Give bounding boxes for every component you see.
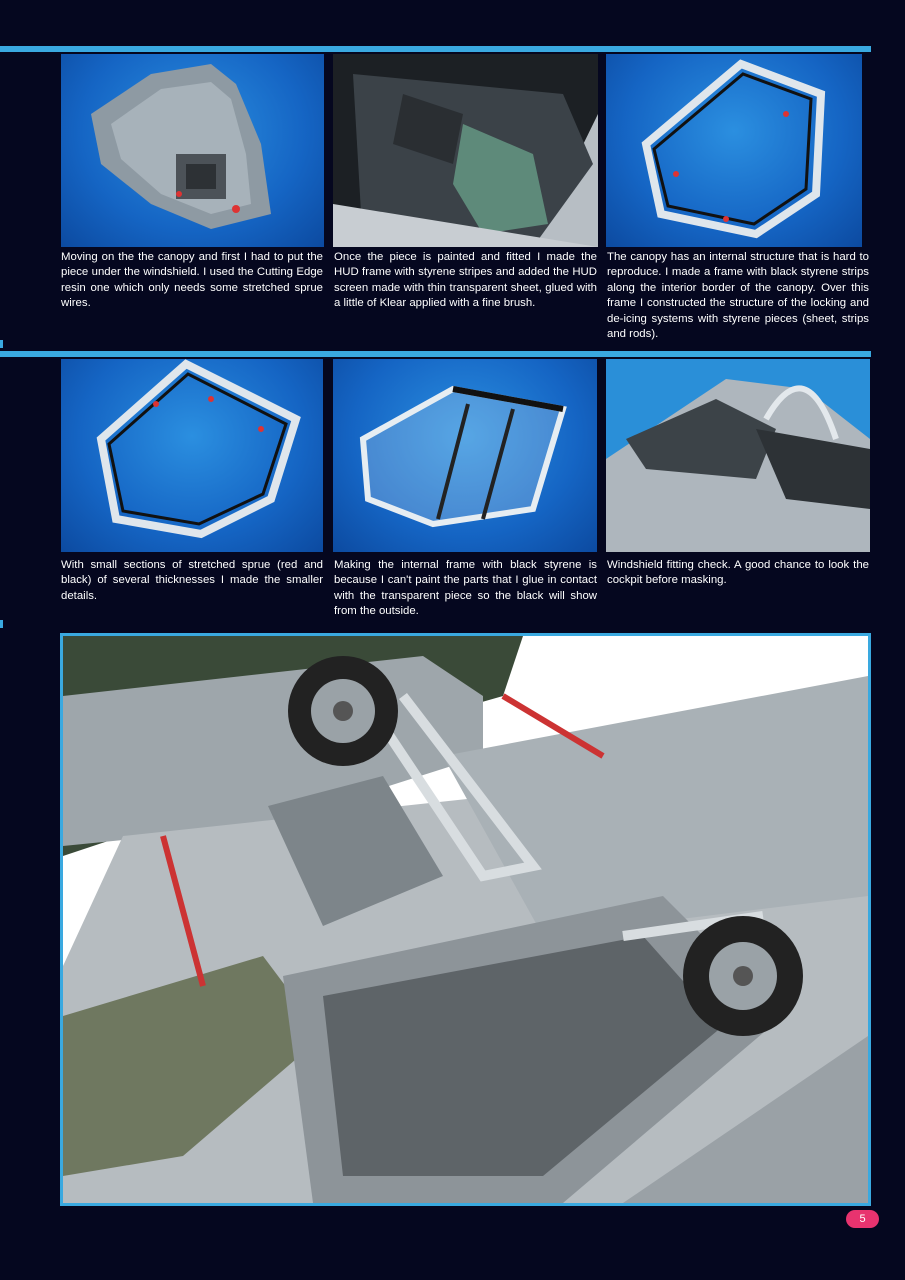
- caption-canopy-frame: The canopy has an internal structure that is hard to reproduce. I made a frame with black styrene strips along the interior border of the canopy. Over this frame I constructed the structure of the locking and de-icing systems with styrene pieces (sheet, strips and rods).: [607, 251, 869, 341]
- photo-landing-gear-image: [63, 636, 868, 1203]
- top-rule: [0, 46, 871, 52]
- caption-windshield-resin: Moving on the the canopy and first I had to put the piece under the windshield. I used the Cutting Edge resin one which only needs some stretched sprue wires.: [61, 251, 323, 310]
- photo-hud-frame: [333, 54, 598, 247]
- caption-windshield-check: Windshield fitting check. A good chance to look the cockpit before masking.: [607, 559, 869, 587]
- photo-windshield-resin: [61, 54, 324, 247]
- photo-landing-gear: [60, 633, 871, 1206]
- middle-rule: [0, 351, 871, 357]
- photo-windshield-check: [606, 359, 870, 552]
- photo-stretched-sprue: [61, 359, 323, 552]
- side-mark: [0, 340, 3, 348]
- page-number-badge: 5: [846, 1210, 879, 1228]
- photo-black-styrene: [333, 359, 597, 552]
- caption-hud-frame: Once the piece is painted and fitted I made the HUD frame with styrene stripes and added the HUD screen made with thin transparent sheet, glued with a little of Klear applied with a fine brush.: [334, 251, 597, 310]
- side-mark-2: [0, 620, 3, 628]
- caption-black-styrene: Making the internal frame with black styrene is because I can't paint the parts that I glue in contact with the transparent piece so the black will show from the outside.: [334, 559, 597, 618]
- photo-canopy-frame: [606, 54, 862, 247]
- caption-stretched-sprue: With small sections of stretched sprue (red and black) of several thicknesses I made the smaller details.: [61, 559, 323, 602]
